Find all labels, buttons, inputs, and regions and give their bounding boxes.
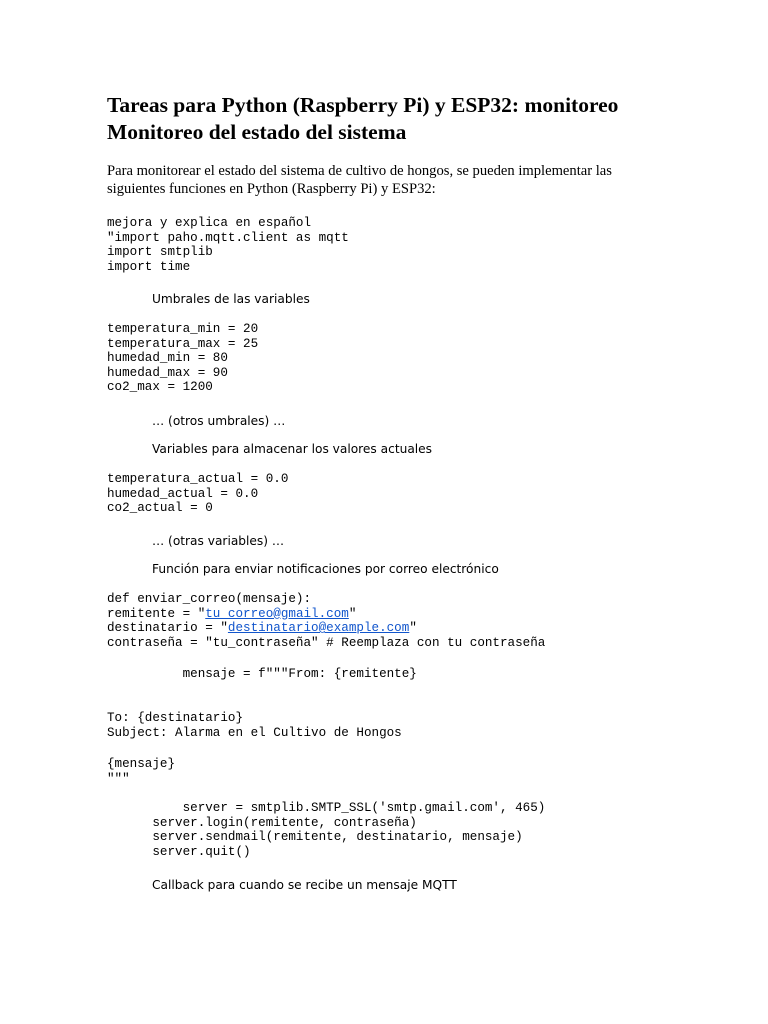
heading-funcion: Función para enviar notificaciones por correo electrónico — [152, 562, 499, 576]
note-otras-variables: … (otras variables) … — [152, 534, 285, 548]
code-line: "import paho.mqtt.client as mqtt — [107, 230, 349, 245]
code-line: co2_max = 1200 — [107, 380, 213, 395]
sender-email-link[interactable]: tu_correo@gmail.com — [205, 606, 349, 621]
code-line: humedad_min = 80 — [107, 351, 228, 366]
code-line: humedad_actual = 0.0 — [107, 486, 259, 501]
code-block-imports — [107, 216, 349, 274]
code-line: server.quit() — [107, 844, 251, 859]
code-block-variables — [107, 472, 288, 516]
code-line: " — [409, 621, 417, 636]
code-line: mensaje = f"""From: {remitente} — [107, 667, 417, 681]
code-line: import time — [107, 259, 191, 274]
code-block-server — [107, 801, 545, 859]
code-line: temperatura_actual = 0.0 — [107, 472, 289, 486]
code-line: contraseña = "tu_contraseña" # Reemplaza con tu contraseña — [107, 635, 546, 650]
title-line-1: Tareas para Python (Raspberry Pi) y ESP32: monitoreo — [107, 93, 619, 117]
heading-umbrales: Umbrales de las variables — [152, 292, 310, 306]
code-line: server.sendmail(remitente, destinatario, mensaje) — [107, 830, 523, 845]
code-line: """ — [107, 771, 130, 786]
heading-variables: Variables para almacenar los valores actuales — [152, 442, 433, 456]
code-line: co2_actual = 0 — [107, 501, 213, 516]
code-line: import smtplib — [107, 245, 213, 260]
code-line: temperatura_min = 20 — [107, 322, 259, 336]
code-line: Subject: Alarma en el Cultivo de Hongos — [107, 725, 402, 740]
intro-paragraph: Para monitorear el estado del sistema de cultivo de hongos, se pueden implementar las siguientes funciones en Python (Raspberry Pi) y ESP32: — [107, 163, 612, 197]
code-line: To: {destinatario} — [107, 711, 244, 725]
note-otros-umbrales: … (otros umbrales) … — [152, 414, 286, 428]
title-line-2: Monitoreo del estado del sistema — [107, 120, 407, 144]
code-line: def enviar_correo(mensaje): — [107, 592, 312, 606]
code-line: remitente = " — [107, 606, 206, 621]
code-block-umbrales — [107, 322, 258, 395]
code-line: humedad_max = 90 — [107, 365, 228, 380]
code-line: server.login(remitente, contraseña) — [107, 815, 417, 830]
code-line: " — [348, 606, 357, 621]
page-title — [107, 92, 707, 146]
code-line: server = smtplib.SMTP_SSL('smtp.gmail.com', 465) — [107, 801, 546, 815]
code-block-funcion — [107, 592, 545, 650]
heading-callback: Callback para cuando se recibe un mensaje MQTT — [152, 878, 457, 892]
code-line: {mensaje} — [107, 757, 176, 771]
code-line: mejora y explica en español — [107, 216, 312, 230]
code-block-email-headers — [107, 711, 402, 740]
code-block-mensaje — [107, 667, 417, 682]
code-line: destinatario = " — [107, 621, 228, 636]
recipient-email-link[interactable]: destinatario@example.com — [227, 621, 410, 636]
code-line: temperatura_max = 25 — [107, 336, 259, 351]
code-block-email-body — [107, 757, 175, 786]
